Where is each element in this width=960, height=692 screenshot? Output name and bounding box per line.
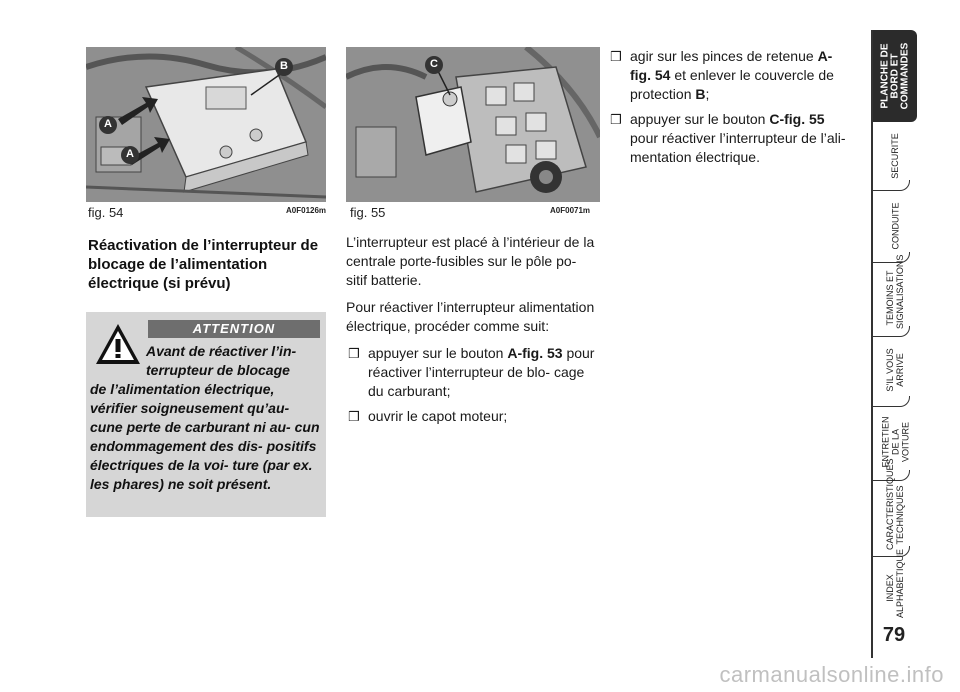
figure-54-code: A0F0126m	[286, 206, 327, 215]
tab-planche-de-bord[interactable]: PLANCHE DE BORD ET COMMANDES	[873, 30, 917, 122]
list-item: ❒ ouvrir le capot moteur;	[348, 408, 508, 424]
watermark: carmanualsonline.info	[719, 662, 944, 687]
tab-temoins[interactable]: TEMOINS ET SIGNALISATIONS	[885, 254, 905, 329]
figure-reference: A- fig. 54	[630, 48, 833, 83]
figure-55-caption: fig. 55	[350, 205, 386, 220]
warning-label: ATTENTION	[148, 320, 320, 338]
tab-divider	[873, 180, 910, 191]
figure-55-image	[346, 47, 600, 202]
column-2	[346, 233, 600, 432]
checkbox-bullet-icon: ❒	[610, 49, 622, 64]
section-heading: Réactivation de l’interrupteur de blocage de l’alimentation électrique (si prévu)	[88, 237, 319, 292]
chapter-sidebar	[868, 0, 960, 692]
list-item: ❒ appuyer sur le bouton A-fig. 53 pour réactiver l’interrupteur de blo- cage du carburant;	[348, 345, 595, 399]
figure-reference: A-fig. 53	[507, 345, 563, 361]
figure-55-code: A0F0071m	[550, 206, 591, 215]
warning-body: de l’alimentation électrique, vérifier soigneusement qu’au- cune perte de carburant ni au- cun endommagement des dis- positifs électriques de la voi- ture (par ex. les phares) ne soit présent.	[90, 381, 320, 492]
list-item: ❒ agir sur les pinces de retenue A- fig. 54 et enlever le couvercle de protection B;	[610, 48, 834, 102]
paragraph-procedure-intro: Pour réactiver l’interrupteur alimentation électrique, procéder comme suit:	[346, 299, 595, 334]
tab-caracteristiques[interactable]: CARACTERISTIQUES TECHNIQUES	[885, 458, 905, 550]
warning-text	[90, 342, 322, 494]
paragraph-switch-location: L’interrupteur est placé à l’intérieur de la centrale porte-fusibles sur le pôle po- sitif batterie.	[346, 234, 595, 288]
checkbox-bullet-icon: ❒	[348, 409, 360, 424]
column-3	[608, 47, 854, 173]
callout-a-lower: A	[126, 148, 134, 160]
callout-b: B	[280, 60, 288, 72]
checkbox-bullet-icon: ❒	[610, 112, 622, 127]
page-number: 79	[882, 624, 906, 646]
callout-a-upper: A	[104, 118, 112, 130]
tab-securite[interactable]: SECURITE	[890, 133, 901, 179]
figure-54-image	[86, 47, 326, 202]
tab-conduite[interactable]: CONDUITE	[890, 202, 900, 250]
tab-sil-vous-arrive[interactable]: S’IL VOUS ARRIVE	[885, 348, 905, 392]
figure-reference: C-fig. 55	[769, 111, 825, 127]
tab-entretien[interactable]: ENTRETIEN DE LA VOITURE	[880, 416, 911, 468]
warning-lead: Avant de réactiver l’in- terrupteur de blocage	[146, 343, 297, 378]
figure-54-caption: fig. 54	[88, 205, 124, 220]
list-item: ❒ appuyer sur le bouton C-fig. 55 pour réactiver l’interrupteur de l’ali- mentation électrique.	[610, 111, 846, 165]
callout-c: C	[430, 58, 438, 70]
checkbox-bullet-icon: ❒	[348, 346, 360, 361]
tab-divider	[873, 396, 910, 407]
part-reference: B	[695, 86, 706, 102]
warning-box	[86, 312, 326, 517]
tab-divider	[873, 326, 910, 337]
tab-index[interactable]: INDEX ALPHABETIQUE	[885, 548, 905, 618]
